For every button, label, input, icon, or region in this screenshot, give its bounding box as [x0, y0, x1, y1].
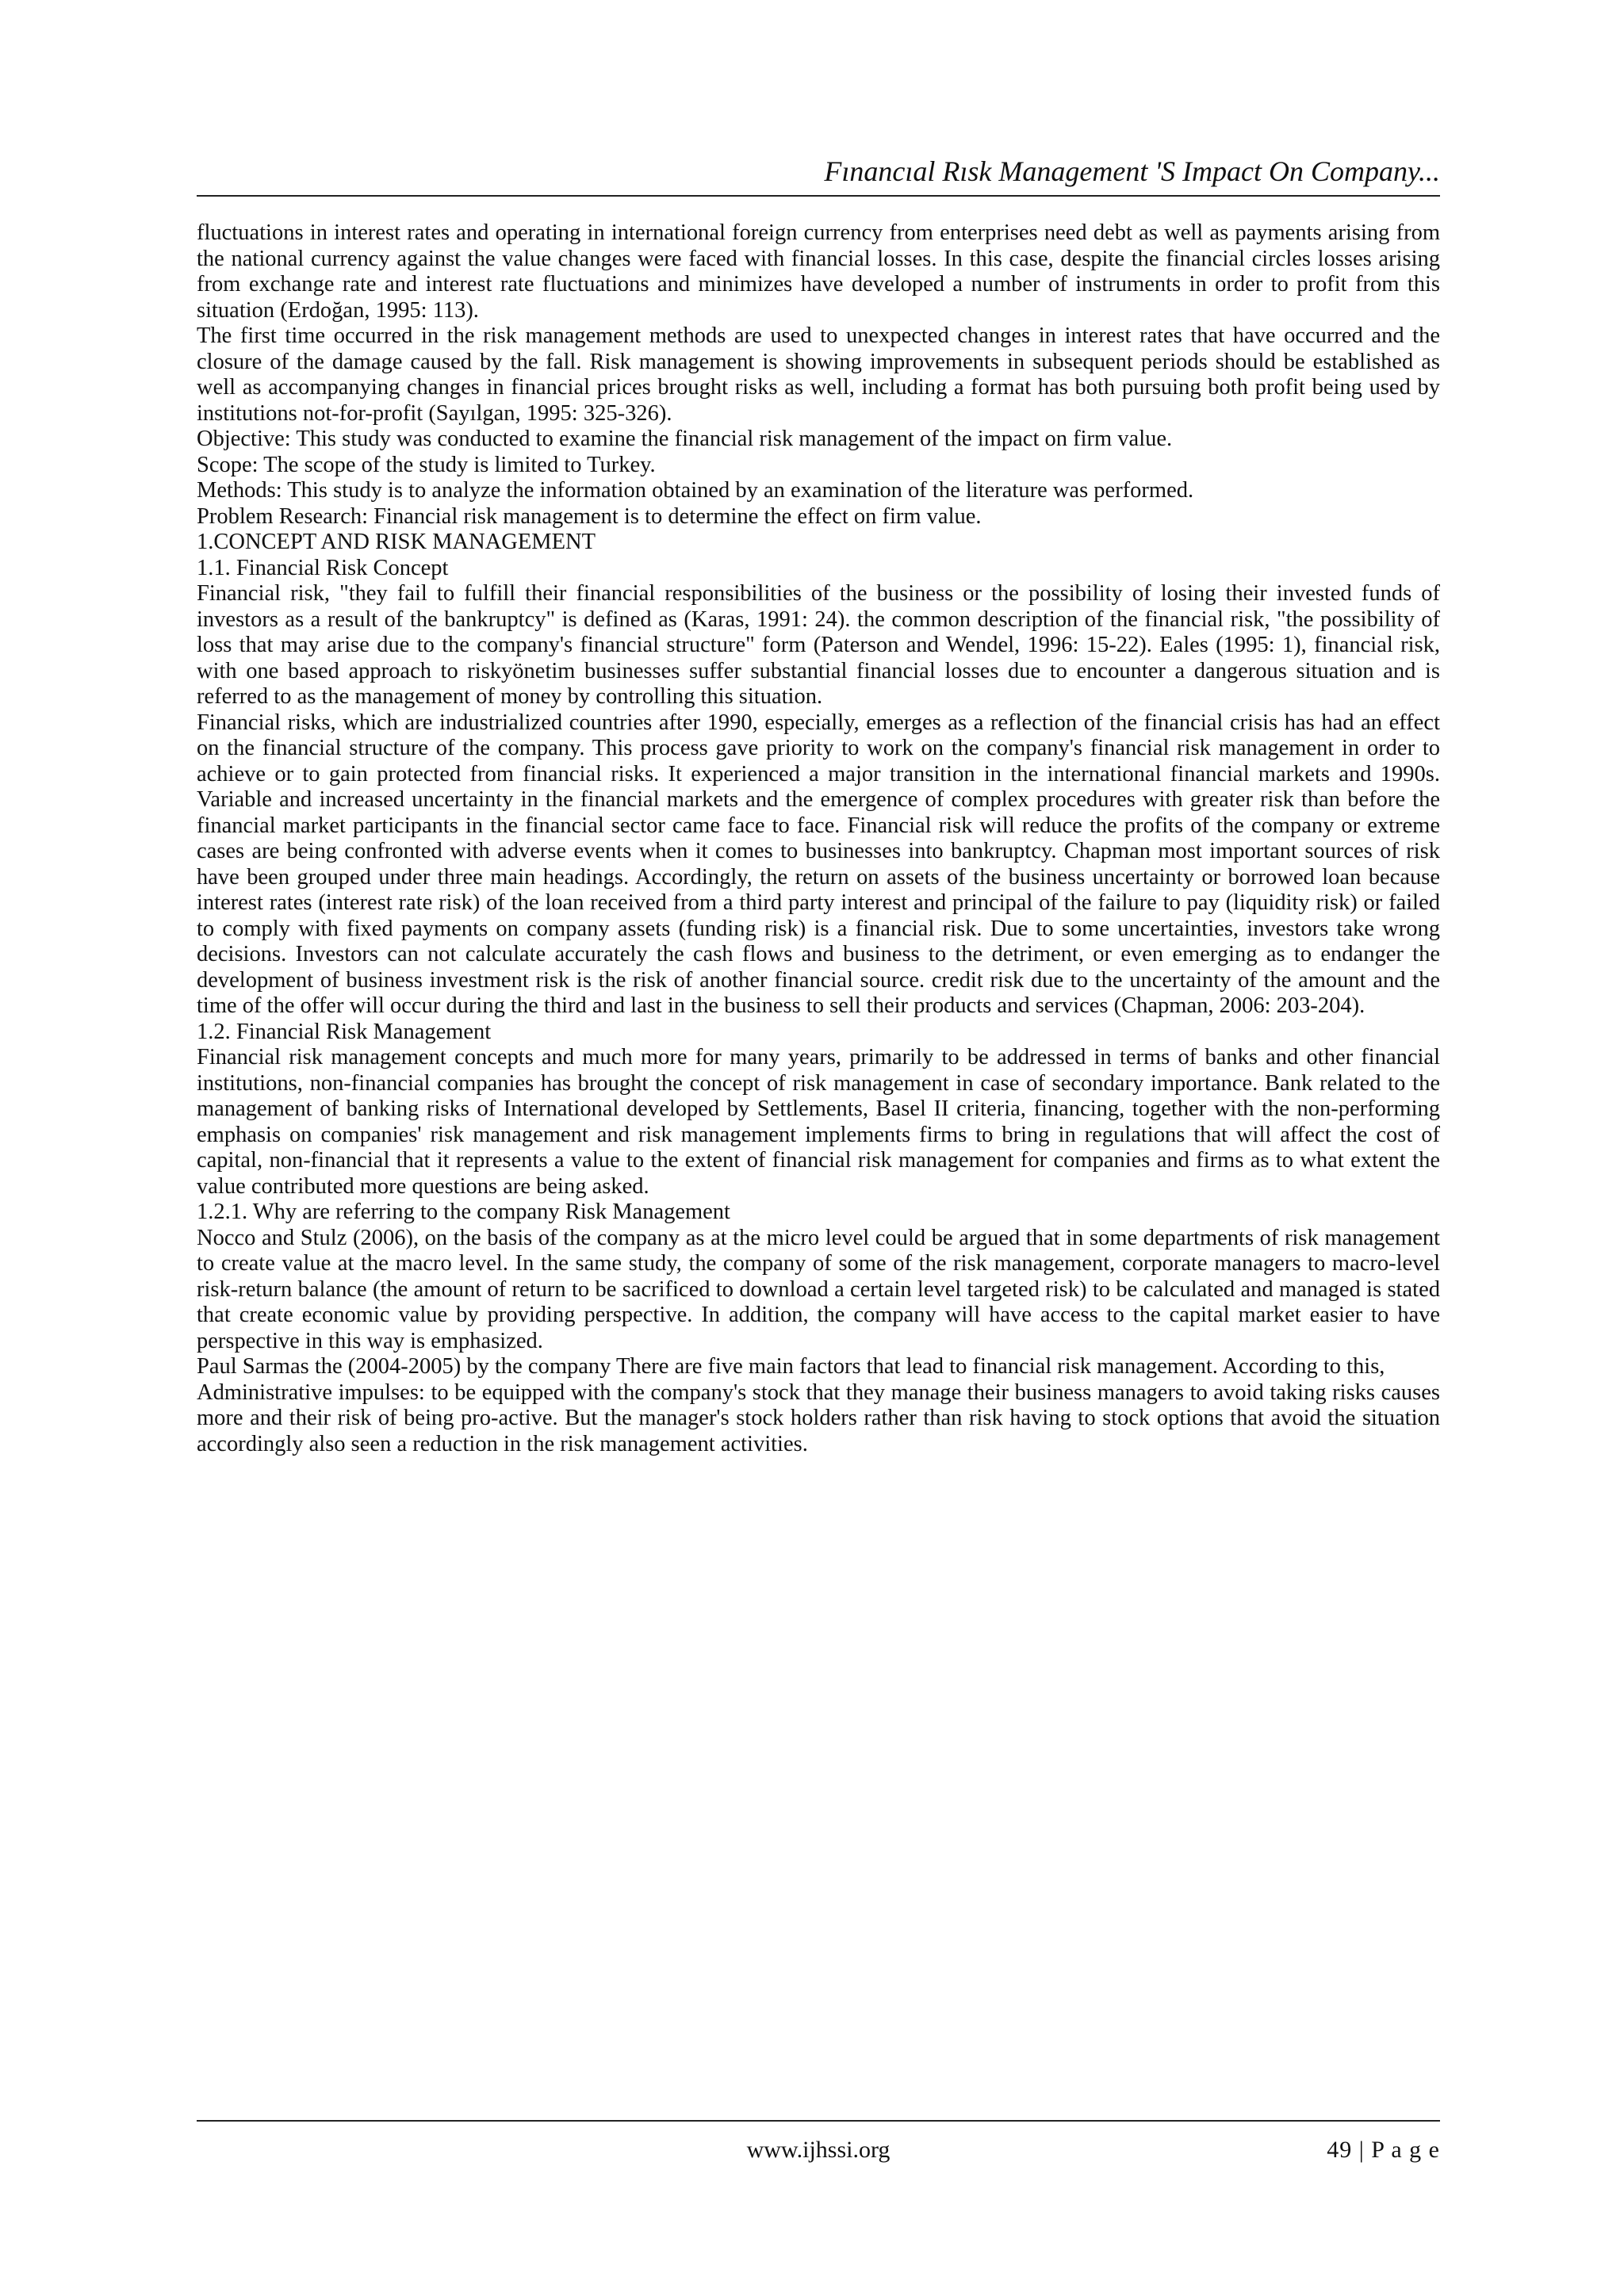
paragraph-financial-risk-definition: Financial risk, "they fail to fulfill their financial responsibilities of the business or the possibility of losing their invested funds of investors as a result of the bankruptcy" is defined as (Karas, 1991: 24). the common description of the financial risk, "the possibility of loss that may arise due to the company's financial structure" form (Paterson and Wendel, 1996: 15-22). Eales (1995: 1), financial risk, with one based approach to riskyönetim businesses suffer substantial financial losses due to encounter a dangerous situation and is referred to as the management of money by controlling this situation.: [197, 581, 1440, 709]
page-body: [197, 220, 1440, 1457]
methods-line: Methods: This study is to analyze the information obtained by an examination of the literature was performed.: [197, 478, 1194, 503]
scope-line: Scope: The scope of the study is limited to Turkey.: [197, 452, 656, 477]
problem-research-line: Problem Research: Financial risk management is to determine the effect on firm value.: [197, 503, 982, 529]
paragraph-nocco-and-stulz: Nocco and Stulz (2006), on the basis of the company as at the micro level could be argued that in some departments of risk management to create value at the macro level. In the same study, the company of some of the risk management, corporate managers to macro-level risk-return balance (the amount of return to be sacrificed to download a certain level targeted risk) to be calculated and managed is stated that create economic value by providing perspective. In addition, the company will have access to the capital market easier to have perspective in this way is emphasized.: [197, 1225, 1440, 1353]
footer-page-number: 49 | P a g e: [1327, 2137, 1440, 2163]
paragraph-risk-management-methods: The first time occurred in the risk management methods are used to unexpected changes in interest rates that have occurred and the closure of the damage caused by the fall. Risk management is showing improvements in subsequent periods should be established as well as accompanying changes in financial prices brought risks as well, including a format has both pursuing both profit being used by institutions not-for-profit (Sayılgan, 1995: 325-326).: [197, 323, 1440, 426]
page-footer: [197, 2120, 1440, 2169]
subsection-heading-financial-risk-management: 1.2. Financial Risk Management: [197, 1019, 492, 1044]
paragraph-administrative-impulses: Administrative impulses: to be equipped with the company's stock that they manage their business managers to avoid taking risks causes more and their risk of being pro-active. But the manager's stock holders rather than risk having to stock options that avoid the situation accordingly also seen a reduction in the risk management activities.: [197, 1380, 1440, 1456]
objective-line: Objective: This study was conducted to examine the financial risk management of the impact on firm value.: [197, 427, 1173, 451]
subsubsection-heading-why-risk-management: 1.2.1. Why are referring to the company Risk Management: [197, 1200, 730, 1224]
running-title: Fınancıal Rısk Management 'S Impact On Company...: [824, 155, 1440, 187]
section-heading-concept-and-risk-management: 1.CONCEPT AND RISK MANAGEMENT: [197, 530, 596, 554]
paragraph-interest-rate-fluctuations: fluctuations in interest rates and operating in international foreign currency from enterprises need debt as well as payments arising from the national currency against the value changes were faced with financial losses. In this case, despite the financial circles losses arising from exchange rate and interest rate fluctuations and minimizes have developed a number of instruments in order to profit from this situation (Erdoğan, 1995: 113).: [197, 220, 1440, 323]
subsection-heading-financial-risk-concept: 1.1. Financial Risk Concept: [197, 555, 449, 580]
paragraph-paul-sarmas: Paul Sarmas the (2004-2005) by the company There are five main factors that lead to financial risk management. According to this,: [197, 1354, 1385, 1379]
paragraph-financial-risk-management-concepts: Financial risk management concepts and much more for many years, primarily to be addressed in terms of banks and other financial institutions, non-financial companies has brought the concept of risk management in case of secondary importance. Bank related to the management of banking risks of International developed by Settlements, Basel II criteria, financing, together with the non-performing emphasis on companies' risk management and risk management implements firms to bring in regulations that will affect the cost of capital, non-financial that it represents a value to the extent of financial risk management for companies and firms as to what extent the value contributed more questions are being asked.: [197, 1045, 1440, 1199]
page-header: [197, 152, 1440, 197]
footer-website: www.ijhssi.org: [746, 2137, 891, 2163]
paragraph-financial-risks-after-1990: Financial risks, which are industrialized countries after 1990, especially, emerges as a reflection of the financial crisis has had an effect on the financial structure of the company. This process gave priority to work on the company's financial risk management in order to achieve or to gain protected from financial risks. It experienced a major transition in the international financial markets and 1990s. Variable and increased uncertainty in the financial markets and the emergence of complex procedures with greater risk than before the financial market participants in the financial sector came face to face. Financial risk will reduce the profits of the company or extreme cases are being confronted with adverse events when it comes to businesses into bankruptcy. Chapman most important sources of risk have been grouped under three main headings. Accordingly, the return on assets of the business uncertainty or borrowed loan because interest rates (interest rate risk) of the loan received from a third party interest and principal of the failure to pay (liquidity risk) or failed to comply with fixed payments on company assets (funding risk) is a financial risk. Due to some uncertainties, investors take wrong decisions. Investors can not calculate accurately the cash flows and business to the detriment, or even emerging as to endanger the development of business investment risk is the risk of another financial source. credit risk due to the uncertainty of the amount and the time of the offer will occur during the third and last in the business to sell their products and services (Chapman, 2006: 203-204).: [197, 710, 1440, 1018]
